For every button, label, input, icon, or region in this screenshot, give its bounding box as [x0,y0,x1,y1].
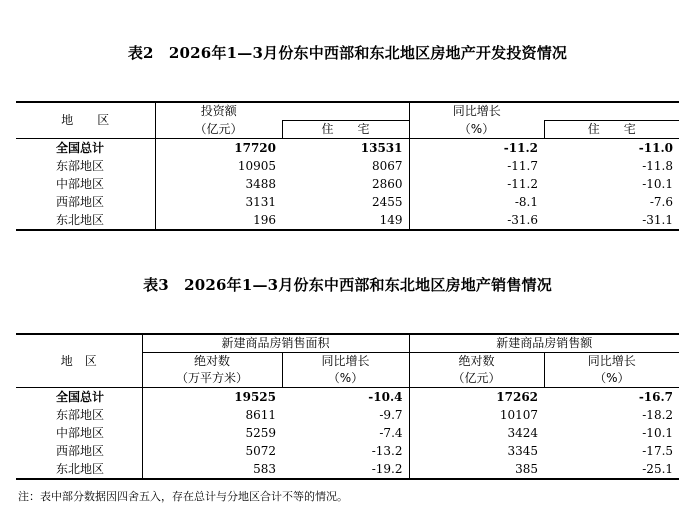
yoy-unit: （%） [409,121,544,139]
area-yoy-header: 同比增长 [282,353,409,371]
table-row [16,211,679,230]
residential-cell: 8067 [371,159,403,173]
sales-cell: 385 [409,460,544,479]
region-header: 地 区 [16,102,155,139]
sales-cell: 3345 [409,442,544,460]
region-cell: 东部地区 [56,408,105,422]
area-cell: 583 [142,460,282,479]
region-cell: 东部地区 [56,159,105,173]
yoy-cell: -11.7 [409,157,544,175]
region-cell: 中部地区 [56,177,105,191]
area_yoy-cell: -19.2 [282,460,409,479]
residential-header: 住 宅 [282,121,409,139]
footnote: 注：表中部分数据因四舍五入，存在总计与分地区合计不等的情况。 [18,490,348,503]
region-cell: 东北地区 [16,211,155,230]
region-cell: 全国总计 [16,139,155,158]
area-unit: （万平方米） [142,370,282,388]
sales_yoy-cell: -16.7 [544,388,679,407]
table-row [16,406,679,424]
sales-absolute-header: 绝对数 [409,353,544,371]
yoy_residential-cell: -31.1 [544,211,679,230]
yoy-cell: -31.6 [409,211,544,230]
investment-cell: 10905 [155,157,282,175]
investment-cell: 3488 [155,175,282,193]
area-yoy-unit: （%） [282,370,409,388]
yoy-header: 同比增长 [409,102,544,121]
region-cell: 东北地区 [16,460,142,479]
sales-cell: 3424 [409,424,544,442]
area_yoy-cell: -9.7 [379,408,403,422]
investment-unit: （亿元） [155,121,282,139]
table-row [16,139,679,158]
residential-cell: 149 [282,211,409,230]
area_yoy-cell: -13.2 [371,444,403,458]
area-cell: 19525 [142,388,282,407]
investment-cell: 196 [155,211,282,230]
sales_yoy-cell: -17.5 [642,444,674,458]
table-row [16,424,679,442]
sales-cell: 10107 [409,406,544,424]
yoy_residential-cell: -10.1 [642,177,673,191]
yoy_residential-cell: -7.6 [649,195,673,209]
region-cell: 西部地区 [56,444,105,458]
area-group-header: 新建商品房销售面积 [142,334,409,353]
sales-yoy-header: 同比增长 [544,353,679,371]
area-cell: 5072 [142,442,282,460]
yoy-cell: -11.2 [409,139,544,158]
area-cell: 5259 [142,424,282,442]
sales-cell: 17262 [409,388,544,407]
table-row [16,388,679,407]
investment-header: 投资额 [155,102,282,121]
investment-table [16,101,679,231]
sales-table [16,333,679,480]
sales_yoy-cell: -25.1 [544,460,679,479]
table-row [16,157,679,175]
table-row [16,460,679,479]
residential-cell: 2455 [371,195,403,209]
table-row [16,442,679,460]
table-row [16,193,679,211]
sales_yoy-cell: -18.2 [642,408,674,422]
yoy-cell: -8.1 [409,193,544,211]
yoy-residential-header: 住 宅 [544,121,679,139]
region-cell: 全国总计 [16,388,142,407]
yoy_residential-cell: -11.0 [544,139,679,158]
area_yoy-cell: -7.4 [379,426,403,440]
region-cell: 中部地区 [56,426,105,440]
residential-cell: 13531 [282,139,409,158]
area-cell: 8611 [142,406,282,424]
investment-cell: 17720 [155,139,282,158]
investment-cell: 3131 [155,193,282,211]
residential-cell: 2860 [371,177,403,191]
table3-title: 表3 2026年1—3月份东中西部和东北地区房地产销售情况 [143,276,552,294]
yoy-cell: -11.2 [409,175,544,193]
sales-yoy-unit: （%） [544,370,679,388]
area_yoy-cell: -10.4 [282,388,409,407]
region-header: 地 区 [16,334,142,388]
table-row [16,175,679,193]
sales-unit: （亿元） [409,370,544,388]
region-cell: 西部地区 [56,195,105,209]
table2-title: 表2 2026年1—3月份东中西部和东北地区房地产开发投资情况 [127,44,568,62]
sales-group-header: 新建商品房销售额 [409,334,679,353]
area-absolute-header: 绝对数 [142,353,282,371]
yoy_residential-cell: -11.8 [642,159,673,173]
sales_yoy-cell: -10.1 [642,426,674,440]
